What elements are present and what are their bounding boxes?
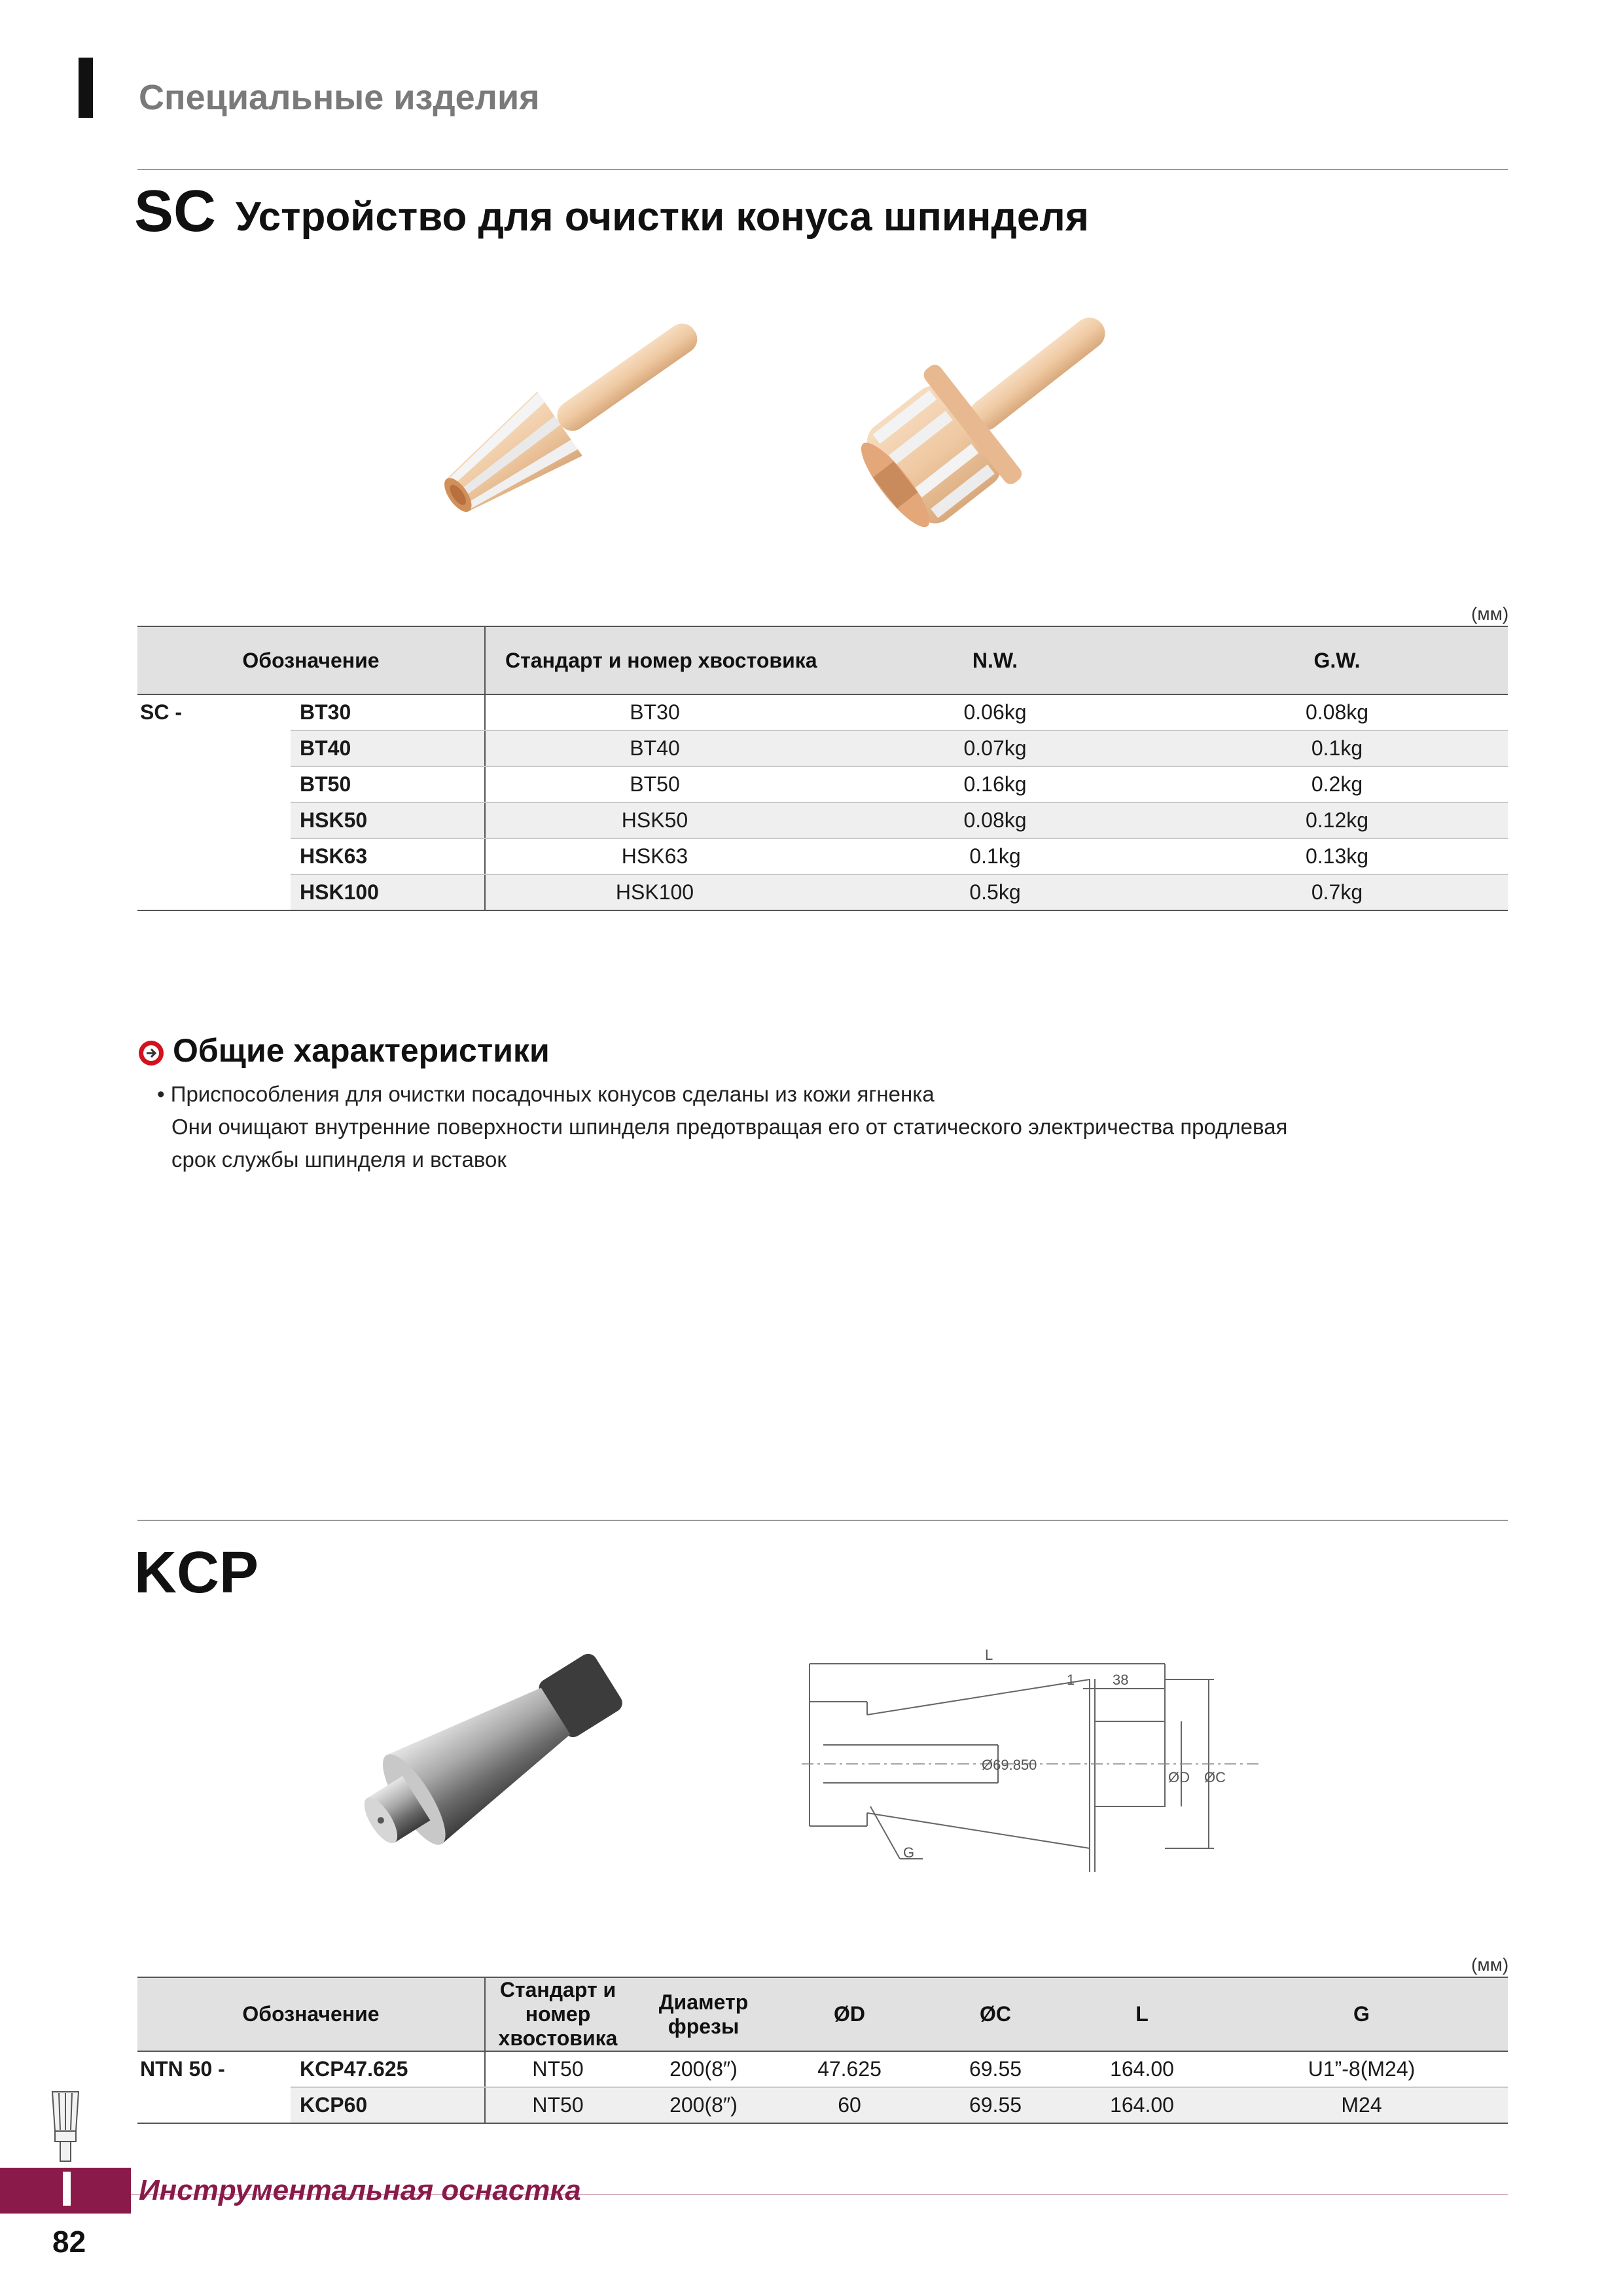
item-gw: 0.2kg (1166, 766, 1508, 802)
divider (137, 169, 1508, 170)
units-label: (мм) (1471, 603, 1509, 624)
col-designation: Обозначение (137, 1977, 485, 2051)
divider (137, 1520, 1508, 1521)
item-code: HSK100 (291, 874, 485, 910)
item-nw: 0.16kg (824, 766, 1166, 802)
item-nw: 0.5kg (824, 874, 1166, 910)
item-od: 47.625 (777, 2051, 922, 2087)
characteristics-line: • Приспособления для очистки посадочных конусов сделаны из кожи ягненка (157, 1082, 935, 1106)
cone-cleaner-image (393, 275, 759, 550)
item-standard: HSK50 (485, 802, 824, 838)
section-title: Специальные изделия (139, 78, 540, 117)
table-row (137, 874, 1508, 910)
kcp-adapter-image (340, 1617, 654, 1878)
dim-od: ØD (1168, 1769, 1190, 1785)
arrow-circle-icon (137, 1039, 165, 1067)
table-row (137, 694, 1508, 730)
page-number: 82 (52, 2225, 86, 2259)
product-title: Устройство для очистки конуса шпинделя (236, 194, 1089, 240)
item-gw: 0.08kg (1166, 694, 1508, 730)
item-code: BT40 (291, 730, 485, 766)
col-g: G (1215, 1977, 1508, 2051)
sc-spec-table (137, 626, 1508, 911)
item-nw: 0.07kg (824, 730, 1166, 766)
item-gw: 0.13kg (1166, 838, 1508, 874)
item-gw: 0.7kg (1166, 874, 1508, 910)
units-label: (мм) (1471, 1954, 1509, 1975)
dim-g: G (903, 1844, 915, 1861)
product-code: SC (134, 179, 217, 244)
item-code: KCP47.625 (291, 2051, 485, 2087)
kcp-spec-table (137, 1977, 1508, 2124)
item-nw: 0.1kg (824, 838, 1166, 874)
item-g: U1”-8(M24) (1215, 2051, 1508, 2087)
col-od: ØD (777, 1977, 922, 2051)
item-g: M24 (1215, 2087, 1508, 2123)
item-od: 60 (777, 2087, 922, 2123)
item-l: 164.00 (1069, 2087, 1215, 2123)
col-nw: N.W. (824, 626, 1166, 694)
item-l: 164.00 (1069, 2051, 1215, 2087)
item-nw: 0.06kg (824, 694, 1166, 730)
footer-title: Инструментальная оснастка (139, 2174, 581, 2206)
collet-icon (47, 2085, 84, 2164)
col-standard: Стандарт и номер хвостовика (485, 1977, 630, 2051)
table-row (137, 802, 1508, 838)
item-code: HSK63 (291, 838, 485, 874)
dim-l: L (985, 1649, 993, 1663)
col-designation: Обозначение (137, 626, 485, 694)
item-standard: BT50 (485, 766, 824, 802)
item-code: BT50 (291, 766, 485, 802)
item-standard: HSK100 (485, 874, 824, 910)
item-gw: 0.1kg (1166, 730, 1508, 766)
characteristics-line: Они очищают внутренние поверхности шпинделя предотвращая его от статического электричества продлевая (171, 1115, 1288, 1139)
col-gw: G.W. (1166, 626, 1508, 694)
item-code: BT30 (291, 694, 485, 730)
dim-diameter: Ø69.850 (982, 1757, 1037, 1773)
kcp-title: KCP (134, 1540, 259, 1605)
table-row (137, 2051, 1508, 2087)
table-row (137, 730, 1508, 766)
hsk-cleaner-image (818, 275, 1158, 550)
item-gw: 0.12kg (1166, 802, 1508, 838)
item-standard: HSK63 (485, 838, 824, 874)
item-nw: 0.08kg (824, 802, 1166, 838)
characteristics-title: Общие характеристики (173, 1032, 550, 1069)
item-cutter: 200(8″) (630, 2051, 777, 2087)
series-prefix: NTN 50 - (137, 2051, 291, 2123)
table-row (137, 2087, 1508, 2123)
footer-tab-marker (63, 2172, 71, 2206)
item-oc: 69.55 (922, 2051, 1069, 2087)
table-row (137, 838, 1508, 874)
item-standard: NT50 (485, 2087, 630, 2123)
characteristics-line: срок службы шпинделя и вставок (171, 1147, 507, 1172)
item-cutter: 200(8″) (630, 2087, 777, 2123)
dim-thirty-eight: 38 (1113, 1672, 1129, 1688)
col-l: L (1069, 1977, 1215, 2051)
section-marker (79, 58, 93, 118)
item-code: KCP60 (291, 2087, 485, 2123)
series-prefix: SC - (137, 694, 291, 910)
item-standard: BT40 (485, 730, 824, 766)
table-row (137, 766, 1508, 802)
item-oc: 69.55 (922, 2087, 1069, 2123)
item-standard: BT30 (485, 694, 824, 730)
col-standard: Стандарт и номер хвостовика (485, 626, 824, 694)
col-cutter-diameter: Диаметр фрезы (630, 1977, 777, 2051)
col-oc: ØC (922, 1977, 1069, 2051)
dim-oc: ØC (1204, 1769, 1226, 1785)
item-standard: NT50 (485, 2051, 630, 2087)
item-code: HSK50 (291, 802, 485, 838)
dim-one: 1 (1067, 1672, 1075, 1688)
kcp-technical-drawing (802, 1649, 1260, 1898)
